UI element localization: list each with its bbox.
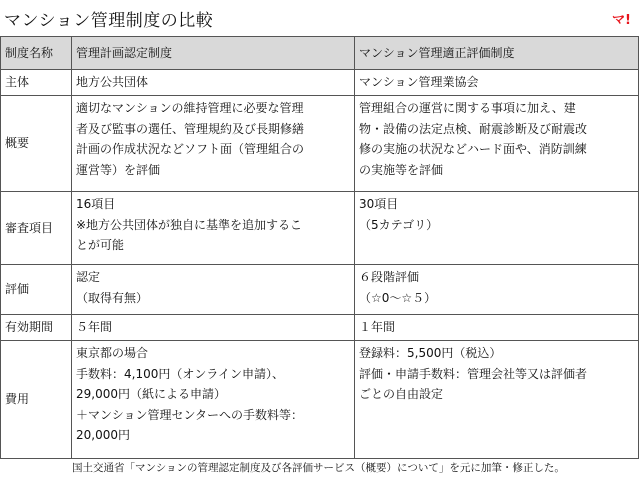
header-certification-system: 管理計画認定制度 — [72, 37, 355, 70]
source-footnote: 国土交通省「マンションの管理認定制度及び各評価サービス（概要）について」を元に加筆・修正した。 — [72, 462, 565, 474]
cell-line: 16項目 — [76, 197, 116, 211]
row-label-hyoka: 評価 — [1, 265, 72, 315]
comparison-table — [0, 36, 639, 459]
cell-line: 30項目 — [359, 197, 399, 211]
cell-line: 運営等）を評価 — [76, 162, 161, 177]
page-title: マンション管理制度の比較 — [4, 11, 214, 31]
cell-line: （5カテゴリ） — [359, 217, 439, 232]
row-gaiyo — [1, 96, 639, 192]
cell-line: （取得有無） — [76, 290, 149, 305]
cell-shutai-evaluation — [355, 70, 639, 96]
cell-line: 適切なマンションの維持管理に必要な管理 — [76, 101, 304, 115]
row-label-gaiyo: 概要 — [1, 96, 72, 192]
cell-line: ＋マンション管理センターへの手数料等： — [76, 407, 303, 422]
cell-line: 認定 — [76, 270, 101, 284]
row-hiyo — [1, 341, 639, 459]
cell-line: 評価・申請手数料：管理会社等又は評価者 — [359, 366, 588, 381]
row-label-hiyo: 費用 — [1, 341, 72, 459]
cell-line: マンション管理業協会 — [359, 75, 479, 90]
cell-gaiyo-evaluation — [355, 96, 639, 192]
cell-line: ５年間 — [76, 320, 113, 335]
row-label-shutai: 主体 — [1, 70, 72, 96]
cell-line: ６段階評価 — [359, 270, 420, 284]
cell-line: 物・設備の法定点検、耐震診断及び耐震改 — [359, 121, 588, 136]
cell-hiyo-certification — [72, 341, 355, 459]
cell-hyoka-evaluation — [355, 265, 639, 315]
cell-hiyo-evaluation — [355, 341, 639, 459]
cell-shinsa-certification — [72, 192, 355, 265]
cell-line: 者及び監事の選任、管理規約及び長期修繕 — [76, 121, 305, 136]
row-shinsa — [1, 192, 639, 265]
cell-line: とが可能 — [76, 238, 125, 252]
row-kikan — [1, 315, 639, 341]
row-hyoka — [1, 265, 639, 315]
cell-kikan-certification — [72, 315, 355, 341]
cell-line: の実施等を評価 — [359, 162, 444, 177]
cell-line: 計画の作成状況などソフト面（管理組合の — [76, 142, 305, 156]
brand-logo: マ! — [612, 13, 631, 28]
cell-line: 登録料：5,500円（税込） — [359, 346, 502, 360]
header-evaluation-system: マンション管理適正評価制度 — [355, 37, 639, 70]
cell-hyoka-certification — [72, 265, 355, 315]
cell-line: 29,000円（紙による申請） — [76, 387, 226, 401]
cell-line: （☆0～☆５） — [359, 290, 437, 305]
cell-line: 東京都の場合 — [76, 346, 149, 360]
cell-shinsa-evaluation — [355, 192, 639, 265]
cell-line: １年間 — [359, 320, 396, 335]
table-header-row — [1, 37, 639, 70]
row-label-kikan: 有効期間 — [1, 315, 72, 341]
header-system-name: 制度名称 — [1, 37, 72, 70]
cell-line: 管理組合の運営に関する事項に加え、建 — [359, 101, 576, 115]
cell-line: 修の実施の状況などハード面や、消防訓練 — [359, 142, 587, 156]
cell-shutai-certification — [72, 70, 355, 96]
cell-line: 地方公共団体 — [76, 75, 149, 90]
cell-kikan-evaluation — [355, 315, 639, 341]
cell-line: ※地方公共団体が独自に基準を追加するこ — [76, 217, 303, 232]
cell-gaiyo-certification — [72, 96, 355, 192]
row-label-shinsa: 審査項目 — [1, 192, 72, 265]
cell-line: 手数料：4,100円（オンライン申請）、 — [76, 366, 284, 381]
row-shutai — [1, 70, 639, 96]
cell-line: 20,000円 — [76, 428, 130, 442]
cell-line: ごとの自由設定 — [359, 387, 444, 401]
